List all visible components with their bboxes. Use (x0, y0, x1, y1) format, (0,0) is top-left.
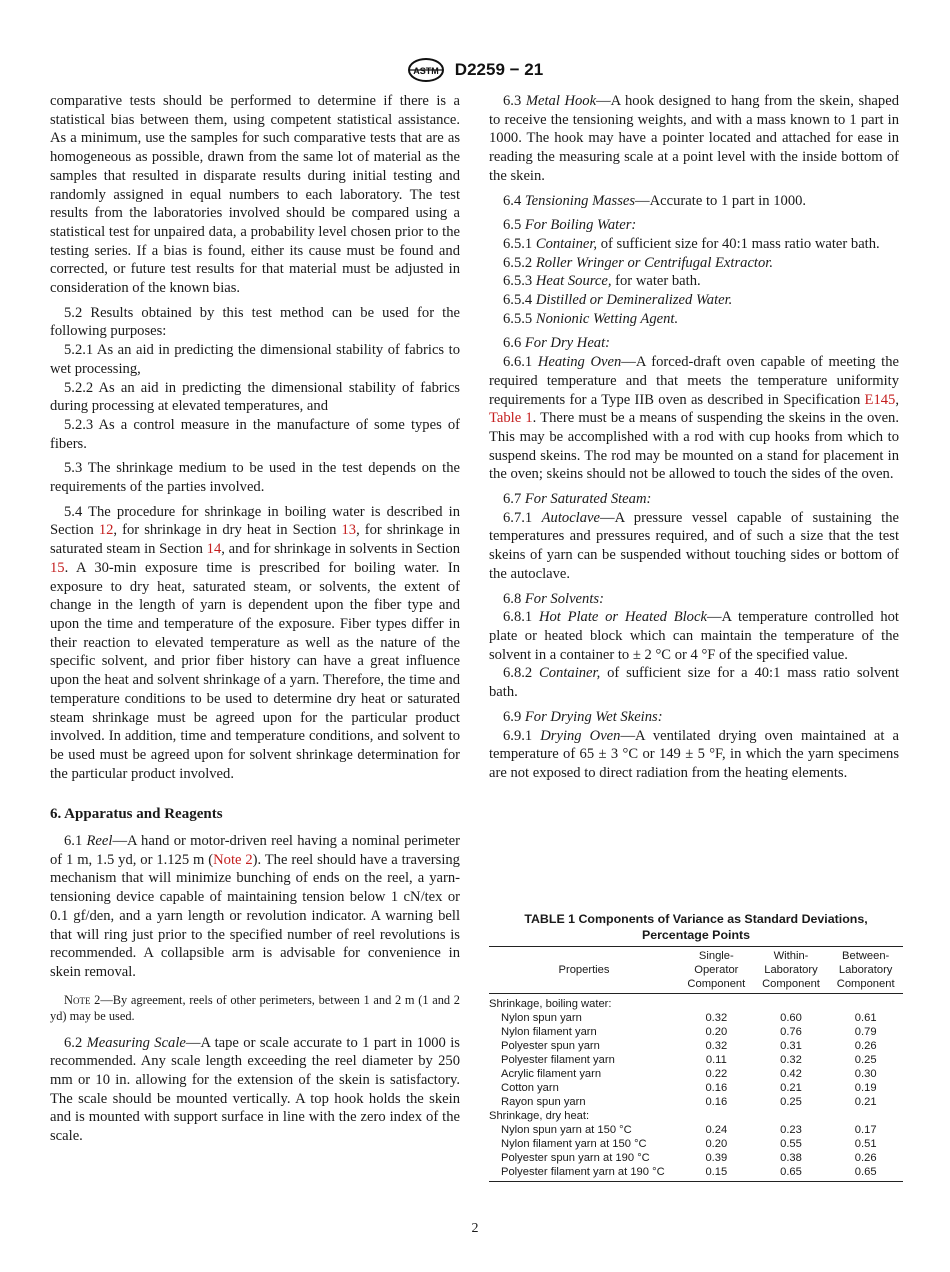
section-6-heading: 6. Apparatus and Reagents (50, 806, 223, 823)
header-properties: Properties (558, 964, 610, 976)
row-value: 0.76 (780, 1026, 802, 1038)
paragraph-6-5-4: 6.5.4 Distilled or Demineralized Water. (503, 292, 733, 309)
row-value: 0.61 (854, 1012, 877, 1024)
table-row (489, 1039, 903, 1053)
row-property: Polyester filament yarn at 190 °C (501, 1166, 665, 1178)
table-row (489, 1053, 903, 1067)
row-value: 0.51 (854, 1138, 877, 1150)
row-value: 0.26 (854, 1152, 877, 1164)
row-property: Cotton yarn (501, 1082, 559, 1094)
row-value: 0.55 (780, 1138, 802, 1150)
paragraph-continuation: comparative tests should be performed to determine if there is a statistical bias between them, using competent statistical assistance. As a minimum, use the samples for such comparative tests that are as homogeneous as possible, drawn from the same lot of material as the samples that resulted in disparate results during initial testing and randomly assigned in equal numbers to each laboratory. The test results from the laboratories involved should be compared using a statistical test for unpaired data, a probability level chosen prior to the testing series. If a bias is found, either its cause must be found and corrected, or future test results for that material must be adjusted in consideration of the known bias. (50, 93, 460, 297)
paragraph-6-6: 6.6 For Dry Heat: (503, 335, 611, 352)
row-value: 0.31 (780, 1040, 802, 1052)
table-row (489, 1067, 903, 1081)
table-row (489, 1165, 903, 1182)
note-2-link[interactable]: Note 2 (213, 851, 253, 868)
row-value: 0.19 (854, 1082, 877, 1094)
row-property: Nylon filament yarn (501, 1026, 597, 1038)
row-property: Polyester filament yarn (501, 1054, 615, 1066)
paragraph-6-5-1: 6.5.1 Container, of sufficient size for 40:1 mass ratio water bath. (503, 235, 880, 252)
row-value: 0.32 (780, 1054, 802, 1066)
row-value: 0.24 (705, 1124, 728, 1136)
paragraph-6-4: 6.4 Tensioning Masses—Accurate to 1 part in 1000. (503, 192, 807, 209)
row-property: Nylon spun yarn at 150 °C (501, 1124, 632, 1136)
table-1-title: TABLE 1 Components of Variance as Standard Deviations, Percentage Points (524, 912, 868, 942)
paragraph-6-5-5: 6.5.5 Nonionic Wetting Agent. (503, 310, 679, 327)
row-value: 0.20 (705, 1026, 728, 1038)
note-2: Note 2—By agreement, reels of other perimeters, between 1 and 2 m (1 and 2 yd) may be used. (50, 992, 460, 1023)
row-value: 0.17 (854, 1124, 877, 1136)
row-value: 0.42 (780, 1068, 802, 1080)
table-row (489, 1095, 903, 1109)
row-value: 0.32 (705, 1012, 728, 1024)
row-property: Nylon spun yarn (501, 1012, 582, 1024)
row-value: 0.15 (705, 1166, 728, 1178)
row-value: 0.20 (705, 1138, 728, 1150)
variance-table (489, 946, 903, 1182)
page-number: 2 (471, 1221, 479, 1236)
paragraph-6-5-2: 6.5.2 Roller Wringer or Centrifugal Extractor. (503, 254, 773, 271)
row-value: 0.32 (705, 1040, 728, 1052)
paragraph-6-8-1: 6.8.1 Hot Plate or Heated Block—A temperature controlled hot plate or heated block which can maintain the temperature of the solvent in a container to ± 2 °C or 4 °F of the specified value. (489, 609, 899, 663)
group-label: Shrinkage, boiling water: (489, 998, 612, 1010)
table-row (489, 1025, 903, 1039)
row-value: 0.79 (854, 1026, 877, 1038)
astm-logo-icon (407, 58, 445, 82)
table-row (489, 1011, 903, 1025)
row-value: 0.26 (854, 1040, 877, 1052)
row-value: 0.11 (705, 1054, 727, 1066)
row-value: 0.60 (780, 1012, 802, 1024)
paragraph-6-2: 6.2 Measuring Scale—A tape or scale accurate to 1 part in 1000 is recommended. Any scale length exceeding the reel diameter by 250 mm or 10 in. allowing for the extension of the skein is satisfactory. The scale should be mounted vertically. A top hook holds the skein and is mounted with support surface in line with the zero index of the scale. (50, 1034, 460, 1145)
paragraph-6-7-1: 6.7.1 Autoclave—A pressure vessel capable of sustaining the temperatures and pressures required, and of such a size that the test skeins of yarn can be suspended without touching sides or bottom of the autoclave. (489, 509, 899, 582)
paragraph-6-8-2: 6.8.2 Container, of sufficient size for a 40:1 mass ratio solvent bath. (489, 665, 899, 701)
paragraph-5-2-1: 5.2.1 As an aid in predicting the dimensional stability of fabrics to wet processing, (50, 342, 460, 377)
right-column (489, 92, 899, 783)
paragraph-5-3: 5.3 The shrinkage medium to be used in the test depends on the requirements of the parties involved. (50, 460, 460, 496)
row-value: 0.30 (854, 1068, 877, 1080)
paragraph-6-9: 6.9 For Drying Wet Skeins: (503, 708, 663, 725)
section-14-link[interactable]: 14 (206, 541, 222, 558)
row-value: 0.21 (854, 1096, 877, 1108)
header-within-laboratory: Within- Laboratory Component (762, 950, 820, 990)
paragraph-5-2: 5.2 Results obtained by this test method can be used for the following purposes: (50, 304, 460, 340)
table-row (489, 1137, 903, 1151)
logo-text: ASTM (413, 66, 439, 76)
paragraph-6-6-1: 6.6.1 Heating Oven—A forced-draft oven capable of meeting the required temperature and that meets the temperature uniformity requirements for a Type IIB oven as described in Specification E145, Table 1. There must be a means of suspending the skeins in the oven. This may be accomplished with a rod with cup hooks from which to suspend skeins. The rod may be mounted on a stand for placement in the oven; skeins should not be allowed to touch the sides of the oven. (489, 354, 899, 483)
row-value: 0.16 (705, 1082, 728, 1094)
paragraph-6-5-3: 6.5.3 Heat Source, for water bath. (503, 273, 701, 290)
table-row (489, 1151, 903, 1165)
paragraph-6-8: 6.8 For Solvents: (503, 590, 604, 607)
table-header-row (489, 947, 903, 994)
row-property: Polyester spun yarn at 190 °C (501, 1152, 650, 1164)
row-value: 0.65 (854, 1166, 877, 1178)
row-value: 0.38 (780, 1152, 802, 1164)
row-property: Polyester spun yarn (501, 1040, 600, 1052)
paragraph-6-5: 6.5 For Boiling Water: (503, 217, 637, 234)
table-row (489, 1081, 903, 1095)
e145-link[interactable]: E145 (864, 391, 896, 408)
table-1 (489, 911, 903, 1182)
page-header (0, 58, 950, 82)
paragraph-6-3: 6.3 Metal Hook—A hook designed to hang from the skein, shaped to receive the tensioning weights, and with a mass known to 1 part in 1000. The hook may have a pointer located and attached for ease in reading the measuring scale at a point level with the inside bottom of the skein. (489, 93, 899, 184)
row-value: 0.25 (854, 1054, 877, 1066)
row-value: 0.39 (705, 1152, 728, 1164)
table-group-row (489, 994, 903, 1012)
paragraph-5-2-3: 5.2.3 As a control measure in the manufacture of some types of fibers. (50, 416, 460, 452)
group-label: Shrinkage, dry heat: (489, 1110, 590, 1122)
row-property: Rayon spun yarn (501, 1096, 586, 1108)
row-value: 0.21 (780, 1082, 802, 1094)
table-body (489, 994, 903, 1182)
row-value: 0.22 (705, 1068, 728, 1080)
header-single-operator: Single- Operator Component (687, 950, 746, 990)
paragraph-5-4: 5.4 The procedure for shrinkage in boiling water is described in Section 12, for shrinkage in dry heat in Section 13, for shrinkage in saturated steam in Section 14, and for shrinkage in solvents in Section 15. A 30-min exposure time is prescribed for boiling water. In exposure to dry heat, saturated steam, or solvents, the extent of change in the length of yarn is dependent upon the fiber type and upon the time and temperature of the exposure. Fiber types differ in their reaction to elevated temperature as well as the nature of the specific solvent, and prior fiber history can have a great influence upon the heat and solvent shrinkage of a yarn. Therefore, the time and temperature conditions to be used to determine dry heat or saturated steam shrinkage must be agreed upon for the particular product involved. In addition, time and temperature conditions, and solvent to be used must be agreed upon for solvent shrinkage determination for the particular product involved. (50, 503, 460, 782)
paragraph-6-7: 6.7 For Saturated Steam: (503, 491, 652, 508)
table-group-row (489, 1109, 903, 1123)
header-between-laboratory: Between- Laboratory Component (836, 950, 895, 990)
left-column (50, 92, 460, 1146)
row-value: 0.23 (780, 1124, 802, 1136)
table-row (489, 1123, 903, 1137)
paragraph-6-1: 6.1 Reel—A hand or motor-driven reel having a nominal perimeter of 1 m, 1.5 yd, or 1.125 m (Note 2). The reel should have a traversing mechanism that will minimize bunching of ends on the reel, a yarn-tensioning device capable of maintaining tension below 1 cN/tex or 0.1 gf/den, and a yarn length or revolution indicator. A warning bell that will ring just prior to the specified number of reel revolutions is recommended. A collapsible arm is advisable for convenience in skein removal. (50, 833, 460, 980)
row-property: Acrylic filament yarn (501, 1068, 602, 1080)
paragraph-5-2-2: 5.2.2 As an aid in predicting the dimensional stability of fabrics during processing at elevated temperatures, and (50, 379, 460, 415)
section-15-link[interactable]: 15 (50, 559, 65, 576)
section-12-link[interactable]: 12 (98, 522, 114, 539)
paragraph-6-9-1: 6.9.1 Drying Oven—A ventilated drying oven maintained at a temperature of 65 ± 3 °C or 149 ± 5 °F, in which the yarn specimens are not exposed to direct radiation from the heating elements. (489, 727, 899, 781)
section-13-link[interactable]: 13 (341, 522, 357, 539)
row-property: Nylon filament yarn at 150 °C (501, 1138, 647, 1150)
table-1-link[interactable]: Table 1 (489, 410, 533, 427)
document-code: D2259 − 21 (454, 60, 544, 79)
row-value: 0.16 (705, 1096, 728, 1108)
row-value: 0.25 (780, 1096, 802, 1108)
row-value: 0.65 (780, 1166, 802, 1178)
